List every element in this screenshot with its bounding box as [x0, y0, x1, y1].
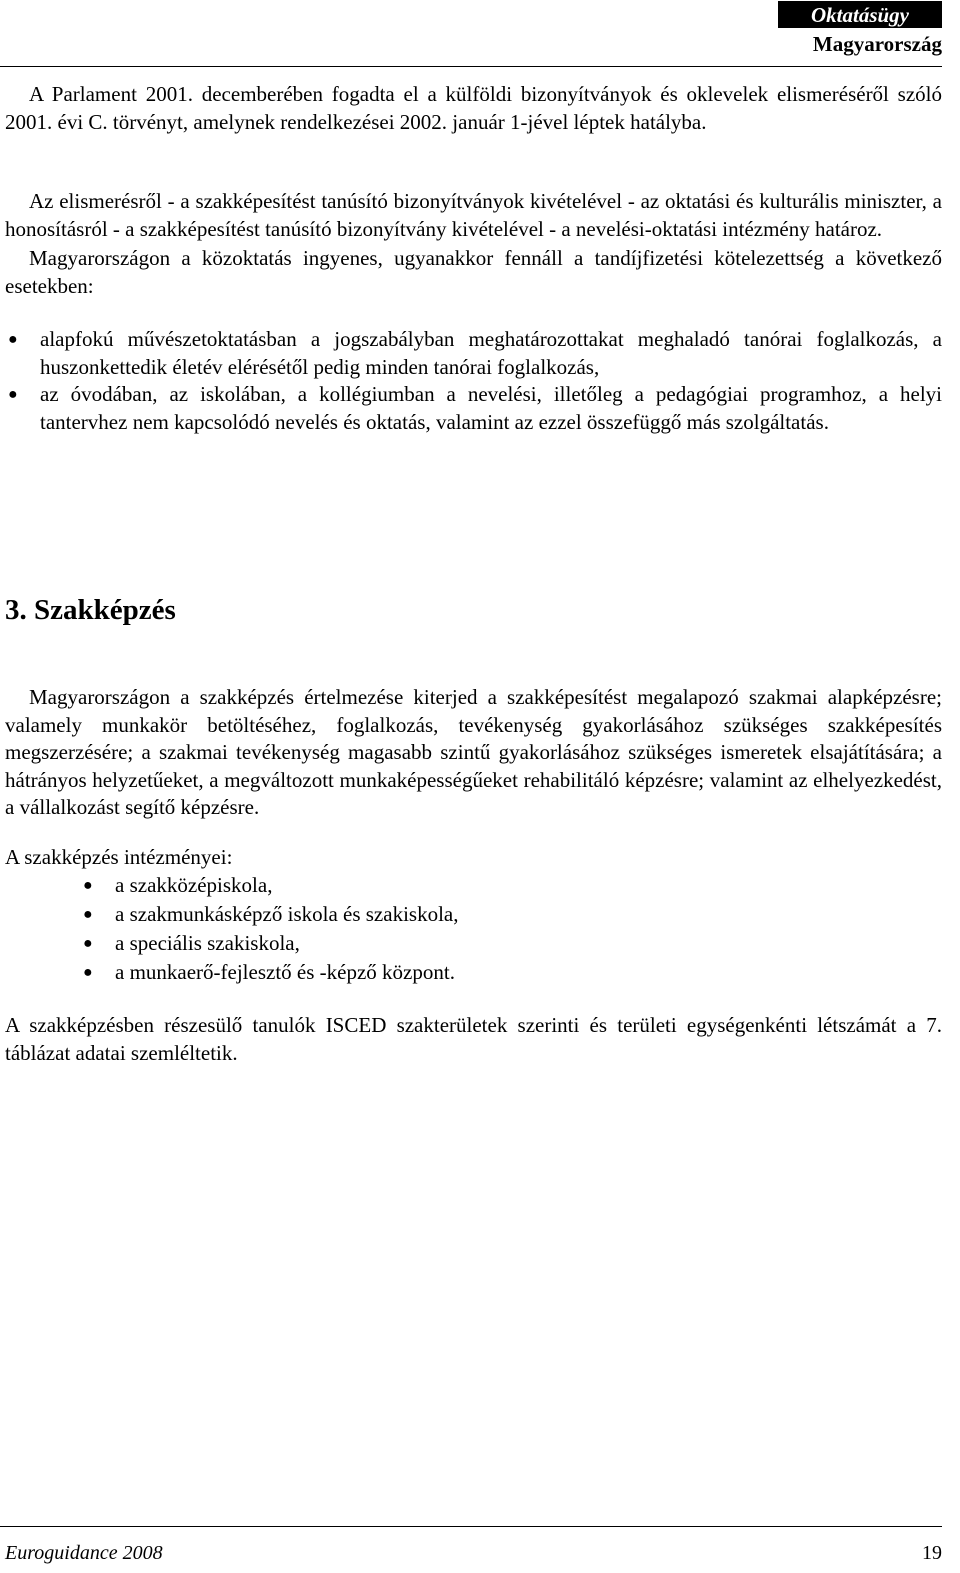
header-badge: Oktatásügy — [778, 1, 942, 28]
paragraph-recognition-law: A Parlament 2001. decemberében fogadta el a külföldi bizonyítványok és oklevelek elismeréséről szóló 2001. évi C. törvényt, amelynek rendelkezései 2002. január 1-jével léptek hatályba. — [5, 82, 942, 134]
list-item-text: az óvodában, az iskolában, a kollégiumban a nevelési, illetőleg a pedagógiai programhoz, a helyi tantervhez nem kapcsolódó nevelés és oktatás, valamint az ezzel összefüggő más szolgáltatás. — [40, 382, 942, 434]
list-item-text: a szakközépiskola, — [115, 873, 273, 897]
bullet-icon: ● — [83, 877, 93, 894]
bullet-icon: ● — [8, 331, 18, 348]
list-item-text: a munkaerő-fejlesztő és -képző központ. — [115, 960, 455, 984]
list-item — [5, 901, 942, 930]
footer-publication: Euroguidance 2008 — [5, 1542, 163, 1564]
bullet-icon: ● — [83, 906, 93, 923]
list-item — [5, 326, 942, 381]
header-country: Magyarország — [812, 32, 942, 56]
paragraph-tuition: Magyarországon a közoktatás ingyenes, ugyanakkor fennáll a tandíjfizetési kötelezettség a következő esetekben: — [5, 246, 942, 298]
institutions-list — [5, 872, 942, 988]
paragraph-table-reference: A szakképzésben részesülő tanulók ISCED szakterületek szerinti és területi egységenkénti létszámát a 7. táblázat adatai szemléltetik. — [5, 1013, 942, 1065]
bullet-icon: ● — [8, 386, 18, 403]
page-number: 19 — [922, 1542, 942, 1564]
list-item-text: alapfokú művészetoktatásban a jogszabályban meghatározottakat meghaladó tanórai foglalkozás, a huszonkettedik életév elérésétől pedig minden tanórai foglalkozás, — [40, 327, 942, 379]
list-item-text: a szakmunkásképző iskola és szakiskola, — [115, 902, 459, 926]
section-heading: 3. Szakképzés — [5, 594, 176, 626]
tuition-cases-list — [5, 326, 942, 436]
list-item — [5, 930, 942, 959]
header-rule — [0, 66, 942, 67]
bullet-icon: ● — [83, 935, 93, 952]
section-body — [5, 684, 942, 1067]
list-item-text: a speciális szakiskola, — [115, 931, 300, 955]
list-item — [5, 959, 942, 988]
paragraph-vocational-definition: Magyarországon a szakképzés értelmezése kiterjed a szakképesítést megalapozó szakmai alapképzésre; valamely munkakör betöltéséhez, foglalkozás, tevékenység gyakorlásához szükséges szakképesítés megszerzésére; a szakmai tevékenység magasabb szintű gyakorlásához szükséges ismeretek elsajátítására; a hátrányos helyzetűeket, a megváltozott munkaképességűeket rehabilitáló képzésre; valamint az elhelyezkedést, a vállalkozást segítő képzésre. — [5, 685, 942, 819]
body-text — [5, 81, 942, 436]
bullet-icon: ● — [83, 964, 93, 981]
list-item — [5, 872, 942, 901]
institutions-intro: A szakképzés intézményei: — [5, 844, 233, 869]
list-item — [5, 381, 942, 436]
footer-rule — [0, 1526, 942, 1527]
paragraph-recognition-authority: Az elismerésről - a szakképesítést tanúsító bizonyítványok kivételével - az oktatási és kulturális miniszter, a honosításról - a szakképesítést tanúsító bizonyítvány kivételével - a nevelési-oktatási intézmény határoz. — [5, 189, 942, 241]
